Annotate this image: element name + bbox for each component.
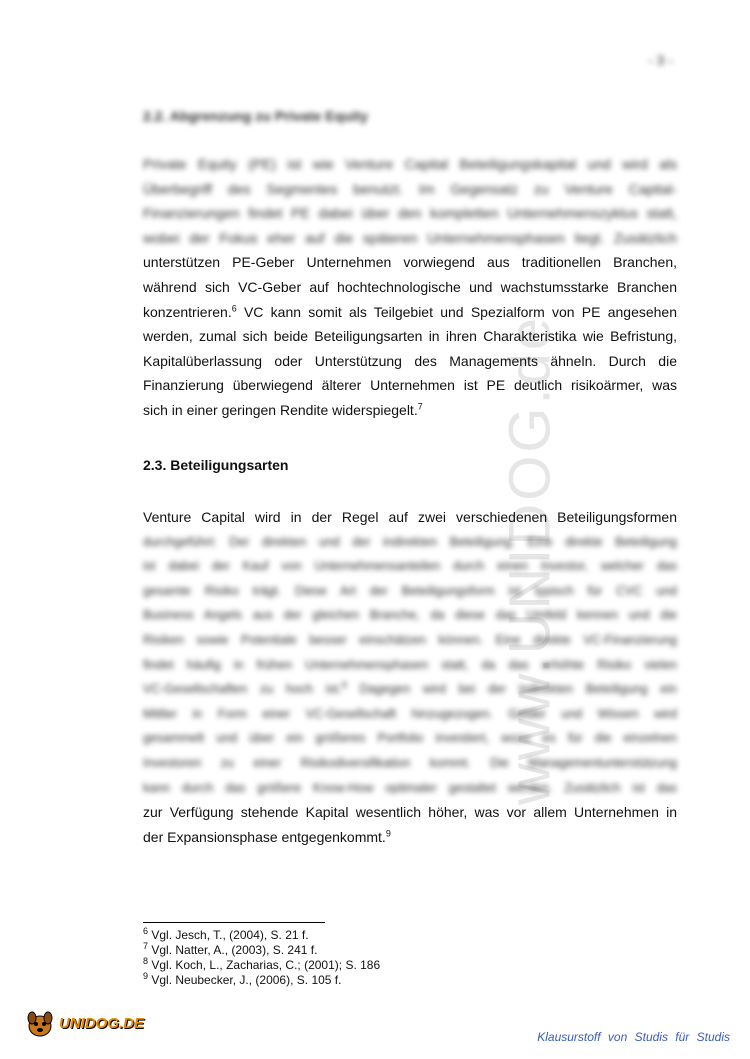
footnote-text: Vgl. Jesch, T., (2004), S. 21 f. (151, 928, 309, 942)
text-fragment: VC-Gesellschaften zu hoch ist. (143, 682, 342, 697)
text-line (143, 300, 677, 325)
footnote-separator (143, 922, 325, 923)
blurred-line: Private Equity (PE) ist wie Venture Capital Beteiligungskapital und wird als (143, 156, 677, 172)
text-line: Kapitalüberlassung oder Unterstützung des Managements ähneln. Durch die (143, 352, 677, 369)
text-fragment: der Expansionsphase entgegenkommt. (143, 828, 386, 845)
text-line: unterstützen PE-Geber Unternehmen vorwiegend aus traditionellen Branchen, (143, 254, 677, 271)
watermark: www.UNIDOG.de (497, 314, 563, 806)
footnote (143, 928, 380, 943)
footnote-text: Vgl. Neubecker, J., (2006), S. 105 f. (151, 973, 342, 987)
text-fragment: Dagegen wird bei der indirekten Beteiligung ein (346, 682, 677, 697)
blurred-line: Risiken sowie Potentiale besser einschätzen können. Eine direkte VC-Finanzierung (143, 632, 677, 647)
text-fragment: konzentrieren. (143, 303, 232, 320)
tagline: Klausurstoff von Studis für Studis (537, 1030, 730, 1044)
section-heading-2-3: 2.3. Beteiligungsarten (143, 457, 289, 473)
blurred-line: Investoren zu einer Risikodiversifikation kommt. Die Managementunterstützung (143, 755, 677, 770)
blurred-line: kann durch das größere Know-How optimaler gestaltet werden. Zusätzlich ist das (143, 780, 677, 795)
text-line: Finanzierung überwiegend älterer Unternehmen ist PE deutlich risikoärmer, was (143, 377, 677, 394)
text-line: werden, zumal sich beide Beteiligungsarten in ihren Charakteristika wie Befristung, (143, 328, 677, 345)
blurred-line: ist dabei der Kauf von Unternehmensanteilen durch einen Investor, welcher das (143, 559, 677, 574)
section-2-2-body (143, 152, 677, 423)
text-fragment: sich in einer geringen Rendite widerspiegelt. (143, 401, 418, 418)
footnote (143, 943, 380, 958)
blurred-line: Business Angels aus der gleichen Branche, da diese das Umfeld kennen und die (143, 608, 677, 623)
section-heading-2-2: 2.2. Abgrenzung zu Private Equity (143, 108, 369, 124)
blurred-line (143, 677, 677, 702)
blurred-line: durchgeführt: Der direkten und der indirekten Beteiligung. Eine direkte Beteiligung (143, 534, 677, 549)
footnote-number: 6 (143, 926, 149, 936)
footnote-ref: 9 (385, 828, 391, 839)
footnote-ref: 8 (341, 680, 347, 690)
text-line: während sich VC-Geber auf hochtechnologische und wachstumsstarke Branchen (143, 278, 677, 295)
blurred-line: gesamte Risiko trägt. Diese Art der Beteiligungsform ist typisch für CVC und (143, 583, 677, 598)
footnote-text: Vgl. Koch, L., Zacharias, C.; (2001); S. 186 (151, 958, 381, 972)
text-line (143, 825, 677, 850)
logo-text: UNIDOG.DE (59, 1014, 145, 1032)
footnote-number: 7 (143, 941, 149, 951)
footnote-number: 8 (143, 956, 149, 966)
blurred-line: wobei der Fokus eher auf die späteren Unternehmensphasen liegt. Zusätzlich (143, 229, 677, 246)
text-line (143, 398, 677, 423)
footnote (143, 958, 380, 973)
text-line: zur Verfügung stehende Kapital wesentlich höher, was vor allem Unternehmen in (143, 804, 677, 821)
blurred-line: findet häufig in frühen Unternehmensphasen statt, da das erhöhte Risiko vielen (143, 657, 677, 672)
unidog-logo (25, 1008, 144, 1038)
footnote (143, 973, 380, 988)
dog-icon (25, 1008, 55, 1038)
blurred-line: gesammelt und über ein größeres Portfolio investiert, wozu es für die einzelnen (143, 731, 677, 746)
blurred-line: Finanzierungen findet PE dabei über den kompletten Unternehmenszyklus statt, (143, 205, 677, 222)
blurred-line: Mittler in Form einer VC-Gesellschaft hinzugezogen. Gelder und Wissen wird (143, 706, 677, 721)
text-fragment: VC kann somit als Teilgebiet und Spezialform von PE angesehen (236, 303, 677, 320)
footnote-text: Vgl. Natter, A., (2003), S. 241 f. (151, 943, 318, 957)
page-number: - 3 - (648, 52, 673, 68)
footnote-number: 9 (143, 971, 149, 981)
blurred-line: Überbegriff des Segmentes benutzt. Im Gegensatz zu Venture Capital- (143, 180, 677, 197)
footnote-ref: 6 (231, 302, 237, 313)
text-line: Venture Capital wird in der Regel auf zwei verschiedenen Beteiligungsformen (143, 509, 677, 525)
footnotes (143, 928, 380, 988)
footnote-ref: 7 (417, 401, 423, 412)
section-2-3-body (143, 505, 677, 849)
